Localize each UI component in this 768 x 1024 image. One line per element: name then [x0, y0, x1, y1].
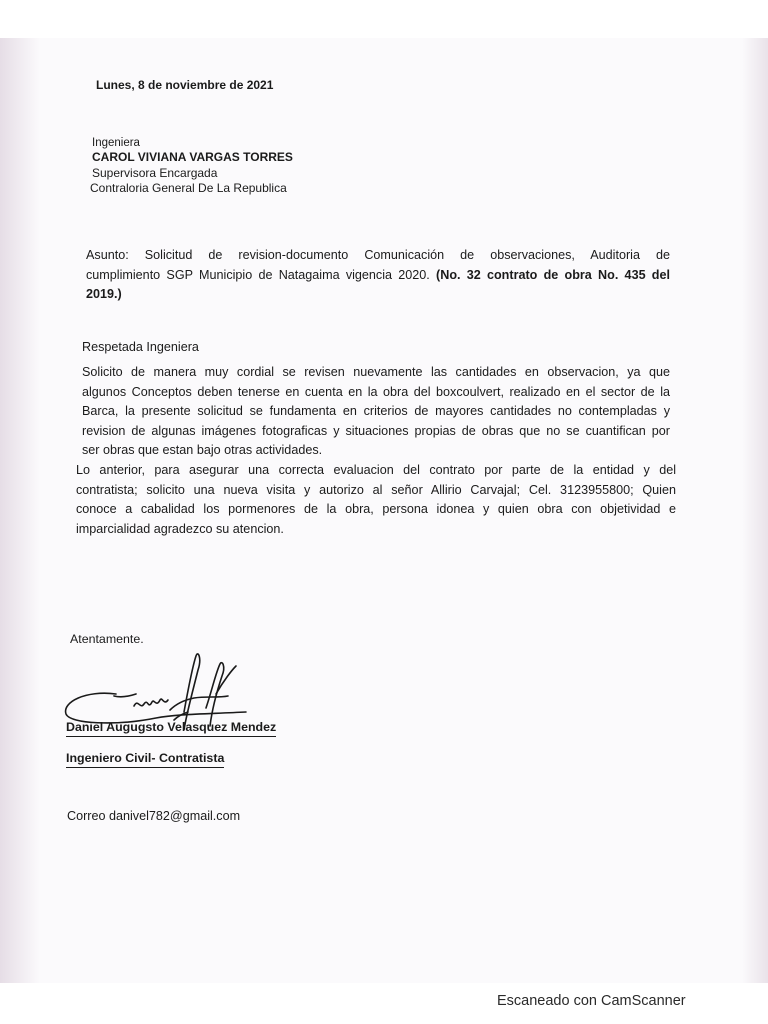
recipient-organization: Contraloria General De La Republica — [90, 181, 287, 195]
body-paragraph-1-line: Solicito de manera muy cordial se revisen nuevamente las cantidades en observacion, ya que — [82, 365, 670, 379]
body-paragraph-1-line: ser obras que estan bajo otras actividades. — [82, 443, 323, 457]
greeting: Respetada Ingeniera — [82, 340, 199, 354]
scan-edge-right — [742, 38, 768, 983]
subject-line — [86, 266, 670, 286]
camscanner-watermark: Escaneado con CamScanner — [497, 993, 686, 1009]
signer-email: Correo danivel782@gmail.com — [67, 809, 241, 823]
letter-date: Lunes, 8 de noviembre de 2021 — [96, 78, 274, 92]
recipient-title: Ingeniera — [92, 137, 140, 149]
recipient-position: Supervisora Encargada — [92, 166, 218, 180]
body-paragraph-2 — [76, 461, 676, 539]
subject-line: Asunto: Solicitud de revision-documento Comunicación de observaciones, Auditoria de — [86, 248, 670, 262]
body-paragraph-2-line: imparcialidad agradezco su atencion. — [76, 521, 284, 536]
closing: Atentamente. — [70, 632, 144, 646]
body-paragraph-1-line: revision de algunas imágenes fotograficas y situaciones propias de obras que no se cuantifican por — [82, 423, 670, 438]
signer-name: Daniel Augugsto Velasquez Mendez — [66, 719, 276, 737]
body-paragraph-2-line: Lo anterior, para asegurar una correcta evaluacion del contrato por parte de la entidad y del — [76, 463, 676, 477]
subject-block — [86, 246, 670, 305]
handwritten-signature — [56, 650, 286, 730]
body-paragraph-2-line: contratista; solicito una nueva visita y autorizo al señor Allirio Carvajal; Cel. 3123955800; Quien — [76, 482, 676, 497]
signer-title: Ingeniero Civil- Contratista — [66, 750, 224, 768]
body-paragraph-1 — [82, 363, 670, 461]
subject-line: 2019.) — [86, 287, 122, 301]
body-paragraph-1-line: algunos Conceptos deben tenerse en cuenta en la obra del boxcoulvert, realizado en el sector de la — [82, 384, 670, 399]
scan-edge-left — [0, 38, 40, 983]
subject-text: cumplimiento SGP Municipio de Natagaima vigencia 2020. — [86, 267, 430, 282]
body-paragraph-2-line: conoce a cabalidad los pormenores de la obra, persona idonea y quien obra con objetividad e — [76, 502, 676, 516]
body-paragraph-1-line: Barca, la presente solicitud se fundamenta en criterios de mayores cantidades no contempladas y — [82, 404, 670, 418]
scanned-letter-page — [0, 38, 768, 983]
subject-contract-ref: (No. 32 contrato de obra No. 435 del — [436, 267, 671, 282]
recipient-name: CAROL VIVIANA VARGAS TORRES — [92, 150, 293, 164]
